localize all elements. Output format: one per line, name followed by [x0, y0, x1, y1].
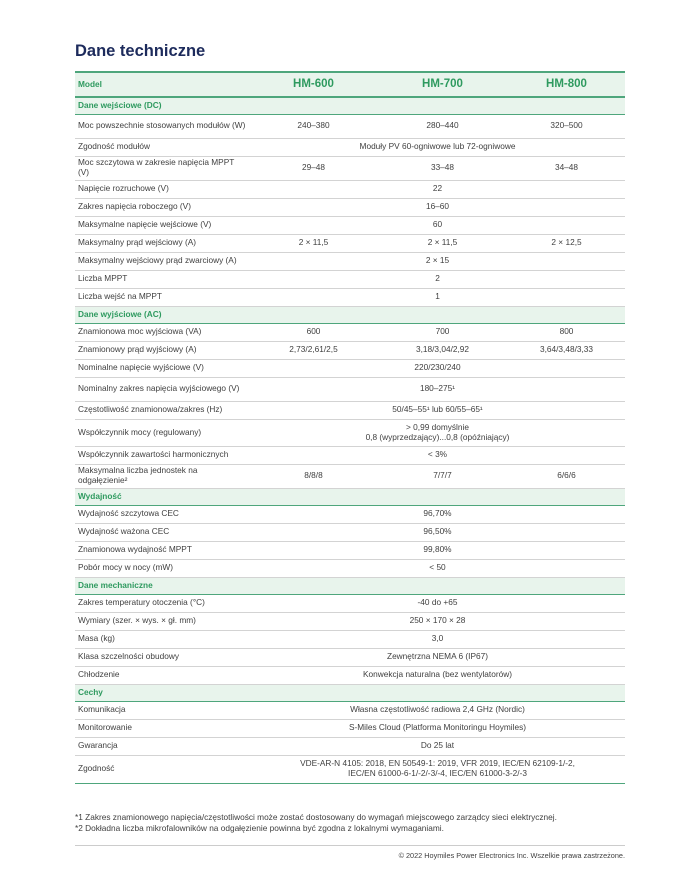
section-header	[75, 577, 625, 594]
table-row	[75, 288, 625, 306]
copyright: © 2022 Hoymiles Power Electronics Inc. Wszelkie prawa zastrzeżone.	[398, 851, 625, 860]
table-row	[75, 198, 625, 216]
row-label: Maksymalny wejściowy prąd zwarciowy (A)	[75, 252, 250, 270]
table-row	[75, 138, 625, 156]
cell-value: 2	[250, 270, 625, 288]
cell-value: 2 × 11,5	[377, 234, 508, 252]
cell-value: 700	[377, 323, 508, 341]
row-label: Znamionowy prąd wyjściowy (A)	[75, 341, 250, 359]
table-row	[75, 270, 625, 288]
row-label: Masa (kg)	[75, 630, 250, 648]
row-label: Maksymalny prąd wejściowy (A)	[75, 234, 250, 252]
table-row	[75, 648, 625, 666]
cell-value: 180–275¹	[250, 377, 625, 401]
footer-divider	[75, 845, 625, 846]
table-row	[75, 666, 625, 684]
table-row	[75, 401, 625, 419]
spec-table-body	[75, 97, 625, 783]
section-header	[75, 306, 625, 323]
table-row	[75, 523, 625, 541]
row-label: Częstotliwość znamionowa/zakres (Hz)	[75, 401, 250, 419]
row-label: Wydajność ważona CEC	[75, 523, 250, 541]
cell-value: 34–48	[508, 156, 625, 180]
row-label: Moc powszechnie stosowanych modułów (W)	[75, 114, 250, 138]
table-row	[75, 737, 625, 755]
footnotes	[75, 812, 635, 835]
cell-value: VDE-AR-N 4105: 2018, EN 50549-1: 2019, VFR 2019, IEC/EN 62109-1/-2, IEC/EN 61000-6-1/-2/-3/-4, IEC/EN 61000-3-2/-3	[250, 755, 625, 783]
table-row	[75, 234, 625, 252]
row-label: Znamionowa moc wyjściowa (VA)	[75, 323, 250, 341]
cell-value: 600	[250, 323, 377, 341]
row-label: Współczynnik zawartości harmonicznych	[75, 446, 250, 464]
cell-value: 29–48	[250, 156, 377, 180]
table-row	[75, 341, 625, 359]
section-header	[75, 684, 625, 701]
row-label: Maksymalna liczba jednostek na odgałęzienie²	[75, 464, 250, 488]
header-model: Model	[78, 78, 102, 89]
section-title: Cechy	[75, 684, 625, 701]
table-row	[75, 559, 625, 577]
footnote: *1 Zakres znamionowego napięcia/częstotliwości może zostać dostosowany do wymagań miejscowego zarządcy sieci elektrycznej.	[75, 812, 557, 822]
row-label: Wydajność szczytowa CEC	[75, 505, 250, 523]
row-label: Zgodność	[75, 755, 250, 783]
section-header	[75, 488, 625, 505]
cell-value: 2 × 11,5	[250, 234, 377, 252]
row-label: Liczba wejść na MPPT	[75, 288, 250, 306]
row-label: Współczynnik mocy (regulowany)	[75, 419, 250, 446]
cell-value: 22	[250, 180, 625, 198]
row-label: Nominalny zakres napięcia wyjściowego (V)	[75, 377, 250, 401]
table-header-row	[75, 72, 625, 97]
section-title: Dane wejściowe (DC)	[75, 97, 625, 114]
table-row	[75, 156, 625, 180]
table-row	[75, 323, 625, 341]
cell-value: 220/230/240	[250, 359, 625, 377]
table-row	[75, 419, 625, 446]
header-hm-700: HM-700	[422, 77, 463, 90]
cell-value: 16–60	[250, 198, 625, 216]
table-row	[75, 114, 625, 138]
row-label: Monitorowanie	[75, 719, 250, 737]
cell-value: Konwekcja naturalna (bez wentylatorów)	[250, 666, 625, 684]
cell-value: 320–500	[508, 114, 625, 138]
section-header	[75, 97, 625, 114]
cell-value: 3,0	[250, 630, 625, 648]
section-title: Dane mechaniczne	[75, 577, 625, 594]
cell-value: 800	[508, 323, 625, 341]
cell-value: 96,50%	[250, 523, 625, 541]
row-label: Wymiary (szer. × wys. × gł. mm)	[75, 612, 250, 630]
header-hm-800: HM-800	[546, 77, 587, 90]
table-row	[75, 719, 625, 737]
cell-value: 33–48	[377, 156, 508, 180]
cell-value: 3,64/3,48/3,33	[508, 341, 625, 359]
table-row	[75, 377, 625, 401]
table-row	[75, 464, 625, 488]
cell-value: -40 do +65	[250, 594, 625, 612]
table-row	[75, 359, 625, 377]
cell-value: Moduły PV 60-ogniwowe lub 72-ogniwowe	[250, 138, 625, 156]
cell-value: Własna częstotliwość radiowa 2,4 GHz (Nordic)	[250, 701, 625, 719]
table-row	[75, 446, 625, 464]
section-title: Dane wyjściowe (AC)	[75, 306, 625, 323]
cell-value: < 3%	[250, 446, 625, 464]
table-row	[75, 180, 625, 198]
table-row	[75, 541, 625, 559]
row-label: Zgodność modułów	[75, 138, 250, 156]
footnote: *2 Dokładna liczba mikrofalowników na odgałęzienie powinna być zgodna z lokalnymi wymaganiami.	[75, 823, 444, 834]
section-title: Wydajność	[75, 488, 625, 505]
row-label: Chłodzenie	[75, 666, 250, 684]
table-row	[75, 252, 625, 270]
row-label: Gwarancja	[75, 737, 250, 755]
cell-value: 2 × 12,5	[508, 234, 625, 252]
row-label: Pobór mocy w nocy (mW)	[75, 559, 250, 577]
table-row	[75, 630, 625, 648]
cell-value: Zewnętrzna NEMA 6 (IP67)	[250, 648, 625, 666]
cell-value: 280–440	[377, 114, 508, 138]
table-row	[75, 594, 625, 612]
cell-value: < 50	[250, 559, 625, 577]
cell-value: Do 25 lat	[250, 737, 625, 755]
row-label: Zakres napięcia roboczego (V)	[75, 198, 250, 216]
cell-value: 6/6/6	[508, 464, 625, 488]
spec-table	[75, 71, 625, 784]
cell-value: 2,73/2,61/2,5	[250, 341, 377, 359]
row-label: Komunikacja	[75, 701, 250, 719]
cell-value: 2 × 15	[250, 252, 625, 270]
table-row	[75, 612, 625, 630]
cell-value: 7/7/7	[377, 464, 508, 488]
row-label: Moc szczytowa w zakresie napięcia MPPT (V)	[75, 156, 250, 180]
cell-value: S-Miles Cloud (Platforma Monitoringu Hoymiles)	[250, 719, 625, 737]
page-title: Dane techniczne	[75, 42, 206, 60]
cell-value: 96,70%	[250, 505, 625, 523]
row-label: Nominalne napięcie wyjściowe (V)	[75, 359, 250, 377]
row-label: Maksymalne napięcie wejściowe (V)	[75, 216, 250, 234]
cell-value: > 0,99 domyślnie 0,8 (wyprzedzający)...0,8 (opóźniający)	[250, 419, 625, 446]
header-hm-600: HM-600	[293, 77, 334, 90]
cell-value: 1	[250, 288, 625, 306]
row-label: Zakres temperatury otoczenia (°C)	[75, 594, 250, 612]
cell-value: 99,80%	[250, 541, 625, 559]
table-row	[75, 505, 625, 523]
row-label: Klasa szczelności obudowy	[75, 648, 250, 666]
row-label: Liczba MPPT	[75, 270, 250, 288]
table-row	[75, 216, 625, 234]
row-label: Napięcie rozruchowe (V)	[75, 180, 250, 198]
table-row	[75, 701, 625, 719]
cell-value: 50/45–55¹ lub 60/55–65¹	[250, 401, 625, 419]
cell-value: 240–380	[250, 114, 377, 138]
cell-value: 250 × 170 × 28	[250, 612, 625, 630]
cell-value: 60	[250, 216, 625, 234]
cell-value: 3,18/3,04/2,92	[377, 341, 508, 359]
table-row	[75, 755, 625, 783]
cell-value: 8/8/8	[250, 464, 377, 488]
row-label: Znamionowa wydajność MPPT	[75, 541, 250, 559]
